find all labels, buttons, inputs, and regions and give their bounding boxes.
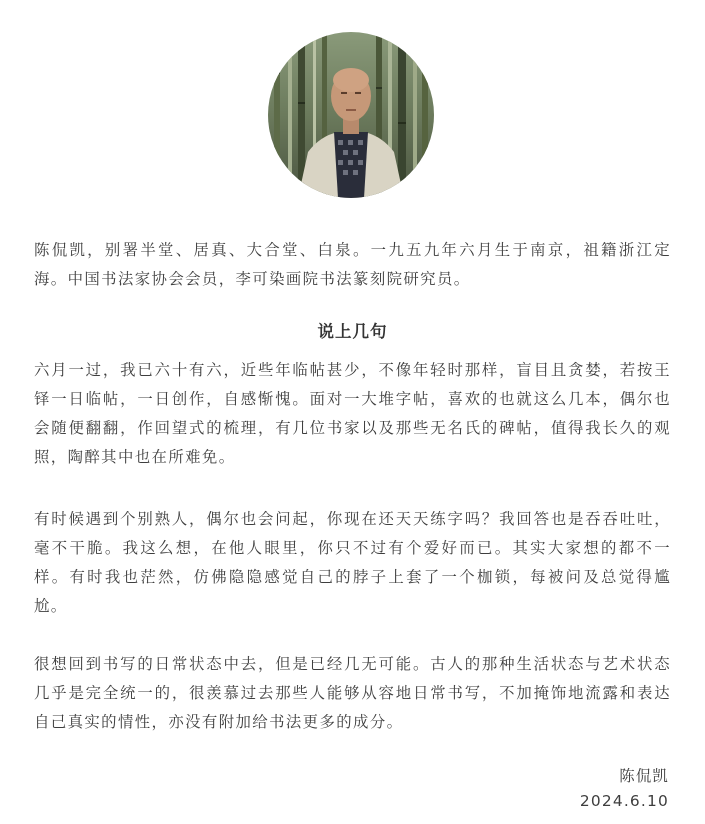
signature-date: 2024.6.10 — [579, 792, 669, 810]
author-bio: 陈侃凯，别署半堂、居真、大合堂、白泉。一九五九年六月生于南京，祖籍浙江定海。中国书法家协会会员，李可染画院书法篆刻院研究员。 — [34, 241, 671, 288]
author-avatar — [268, 32, 434, 198]
paragraph-2: 有时候遇到个别熟人，偶尔也会问起，你现在还天天练字吗？我回答也是吞吞吐吐，毫不干脆。我这么想，在他人眼里，你只不过有个爱好而已。其实大家想的都不一样。有时我也茫然，仿佛隐隐感觉自己的脖子上套了一个枷锁，每被问及总觉得尴尬。 — [34, 510, 671, 615]
signature-name: 陈侃凯 — [619, 767, 669, 785]
paragraph-3: 很想回到书写的日常状态中去，但是已经几无可能。古人的那种生活状态与艺术状态几乎是完全统一的，很羡慕过去那些人能够从容地日常书写，不加掩饰地流露和表达自己真实的情性，亦没有附加给书法更多的成分。 — [34, 655, 671, 731]
section-title: 说上几句 — [317, 322, 388, 341]
paragraph-1: 六月一过，我已六十有六，近些年临帖甚少，不像年轻时那样，盲目且贪婪，若按王铎一日临帖，一日创作，自感惭愧。面对一大堆字帖，喜欢的也就这么几本，偶尔也会随便翻翻，作回望式的梳理，有几位书家以及那些无名氏的碑帖，值得我长久的观照，陶醉其中也在所难免。 — [34, 361, 671, 466]
author-photo-illustration — [268, 32, 434, 198]
